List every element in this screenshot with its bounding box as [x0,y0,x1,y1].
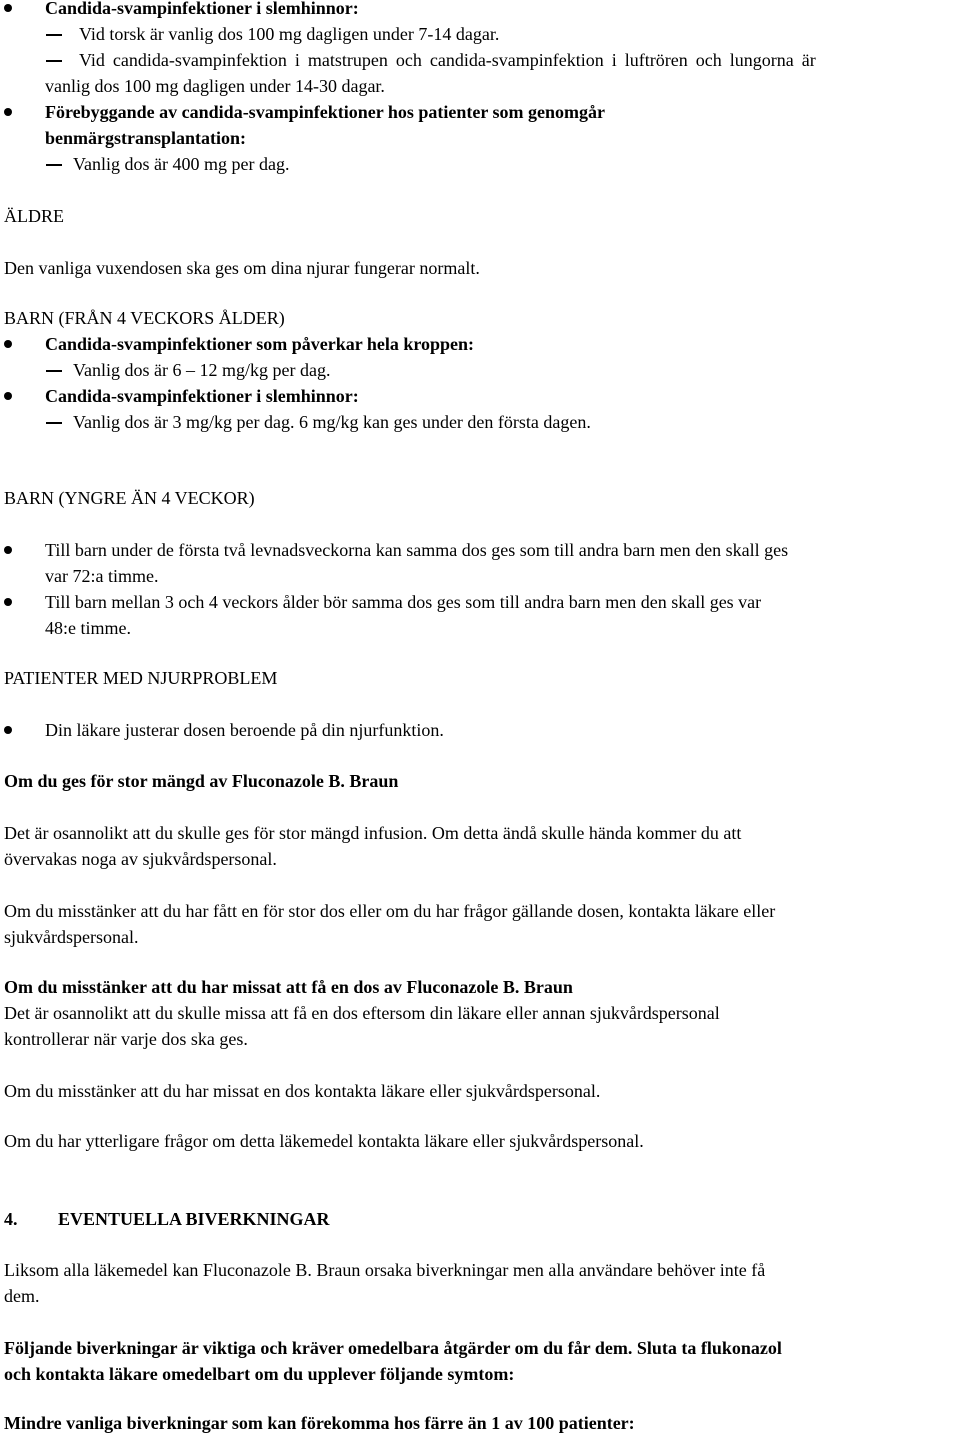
section-number: 4. [4,1209,18,1229]
bullet-icon [4,4,12,12]
line-text: Till barn under de första två levnadsveckorna kan samma dos ges som till andra barn men den skall ges [45,540,789,560]
dash-icon [46,422,62,424]
line-text: Vanlig dos är 6 – 12 mg/kg per dag. [73,360,331,380]
bullet-icon [4,546,12,554]
line-text: Vid torsk är vanlig dos 100 mg dagligen under 7-14 dagar. [79,24,500,44]
line-text: BARN (FRÅN 4 VECKORS ÅLDER) [4,308,285,328]
line-text: 48:e timme. [45,618,131,638]
line-text: vanlig dos 100 mg dagligen under 14-30 dagar. [45,76,385,96]
dash-icon [46,34,62,36]
line-text: Det är osannolikt att du skulle missa att få en dos eftersom din läkare eller annan sjukvårdspersonal [4,1003,720,1023]
section-title-text: EVENTUELLA BIVERKNINGAR [58,1209,330,1229]
line-text: Vid candida-svampinfektion i matstrupen och candida-svampinfektion i luftrören och lungorna är [79,50,816,70]
line-text: Candida-svampinfektioner i slemhinnor: [45,386,359,406]
dash-icon [46,370,62,372]
line-text: Candida-svampinfektioner som påverkar hela kroppen: [45,334,475,354]
line-text: Candida-svampinfektioner i slemhinnor: [45,0,359,18]
line-text: Vanlig dos är 400 mg per dag. [73,154,290,174]
bullet-icon [4,726,12,734]
line-text: kontrollerar när varje dos ska ges. [4,1029,248,1049]
bullet-icon [4,108,12,116]
dash-icon [46,60,62,62]
line-text: Till barn mellan 3 och 4 veckors ålder bör samma dos ges som till andra barn men den skall ges var [45,592,762,612]
bullet-icon [4,340,12,348]
line-text: PATIENTER MED NJURPROBLEM [4,668,278,688]
line-text: Förebyggande av candida-svampinfektioner hos patienter som genomgår [45,102,606,122]
bullet-icon [4,392,12,400]
line-text: Om du ges för stor mängd av Fluconazole B. Braun [4,771,399,791]
line-text: Liksom alla läkemedel kan Fluconazole B. Braun orsaka biverkningar men alla användare behöver inte få [4,1260,766,1280]
line-text: Om du misstänker att du har missat att få en dos av Fluconazole B. Braun [4,977,573,997]
line-text: Följande biverkningar är viktiga och kräver omedelbara åtgärder om du får dem. Sluta ta flukonazol [4,1338,782,1358]
line-text: Om du misstänker att du har missat en dos kontakta läkare eller sjukvårdspersonal. [4,1081,601,1101]
line-text: Det är osannolikt att du skulle ges för stor mängd infusion. Om detta ändå skulle hända kommer du att [4,823,742,843]
line-text: ÄLDRE [4,206,64,226]
line-text: övervakas noga av sjukvårdspersonal. [4,849,277,869]
dash-icon [46,164,62,166]
line-text: Om du misstänker att du har fått en för stor dos eller om du har frågor gällande dosen, kontakta läkare eller [4,901,776,921]
line-text: och kontakta läkare omedelbart om du upplever följande symtom: [4,1364,515,1384]
line-text: Om du har ytterligare frågor om detta läkemedel kontakta läkare eller sjukvårdspersonal. [4,1131,644,1151]
line-text: Din läkare justerar dosen beroende på din njurfunktion. [45,720,444,740]
line-text: benmärgstransplantation: [45,128,247,148]
line-text: dem. [4,1286,40,1306]
line-text: Mindre vanliga biverkningar som kan förekomma hos färre än 1 av 100 patienter: [4,1413,635,1433]
bullet-icon [4,598,12,606]
line-text: Vanlig dos är 3 mg/kg per dag. 6 mg/kg kan ges under den första dagen. [73,412,591,432]
line-text: Den vanliga vuxendosen ska ges om dina njurar fungerar normalt. [4,258,480,278]
line-text: sjukvårdspersonal. [4,927,139,947]
line-text: BARN (YNGRE ÄN 4 VECKOR) [4,488,255,508]
line-text: var 72:a timme. [45,566,159,586]
